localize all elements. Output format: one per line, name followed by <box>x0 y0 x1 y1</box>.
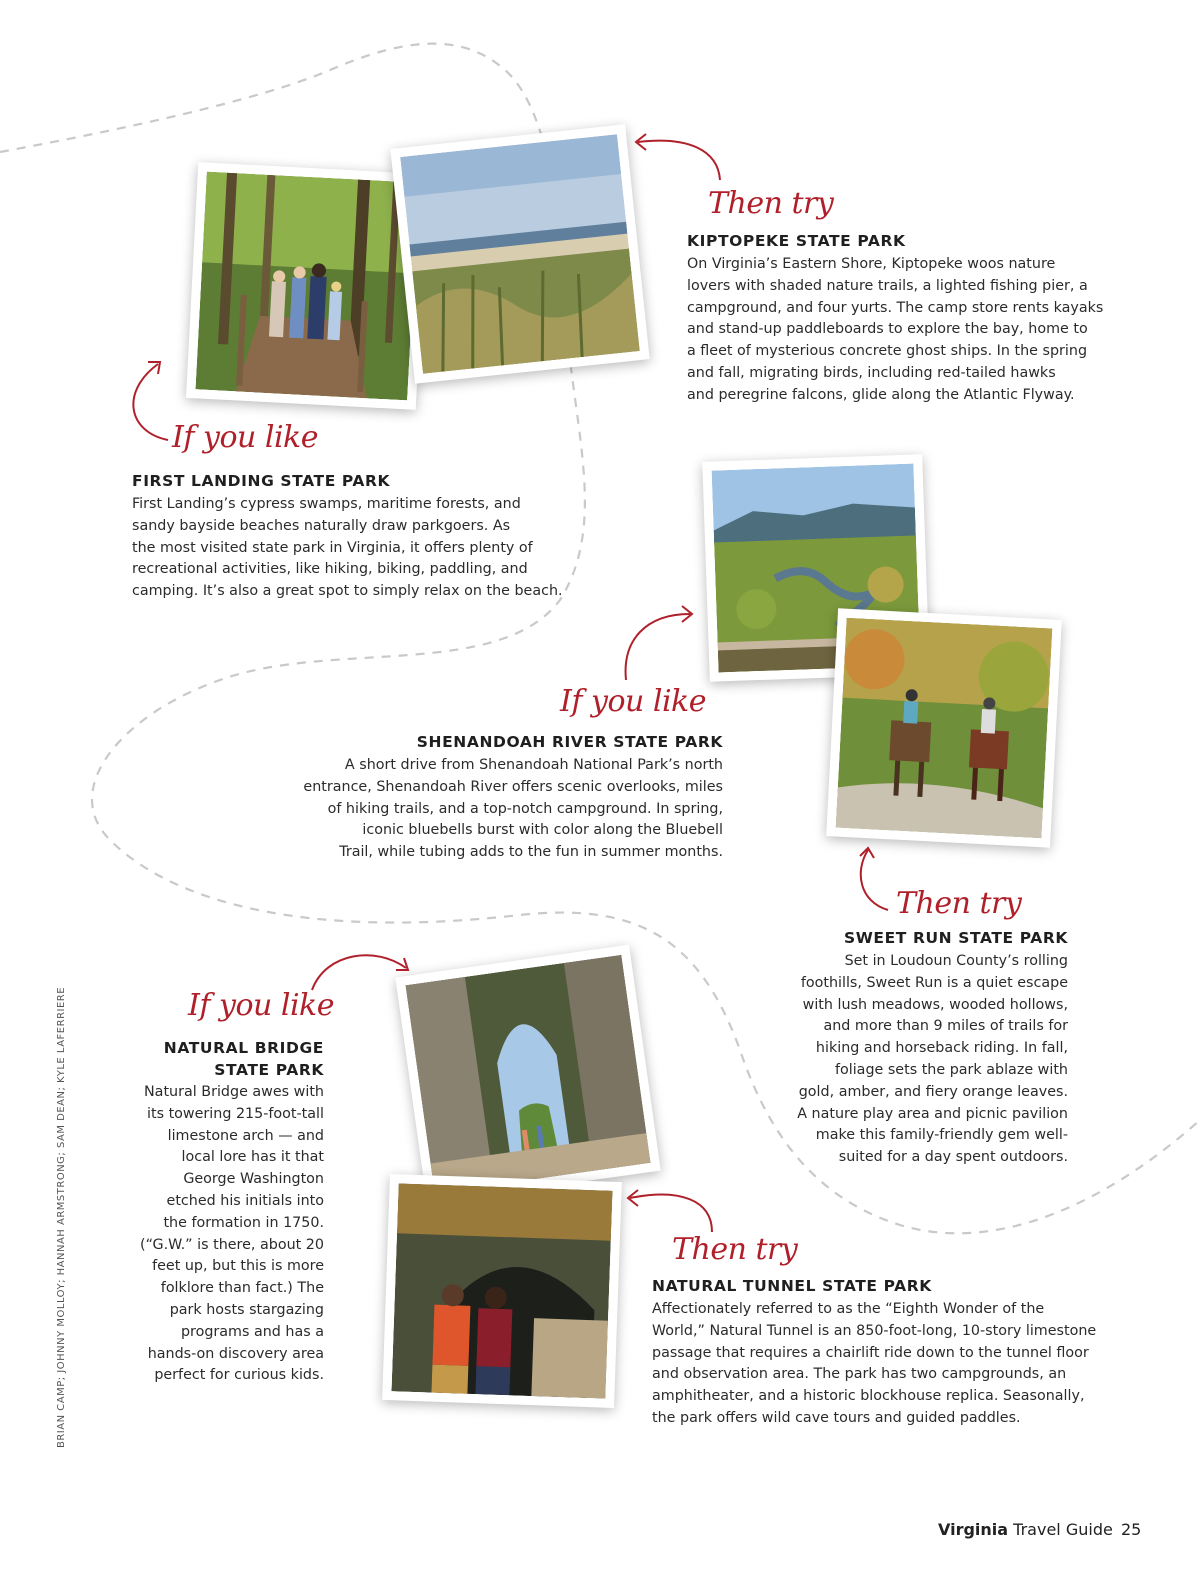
then-try-natural-tunnel: Then try <box>672 1232 798 1267</box>
kiptopeke-title: KIPTOPEKE STATE PARK <box>687 232 906 250</box>
arrow-to-shenandoah-photo <box>616 600 700 684</box>
if-you-like-shenandoah: If you like <box>560 684 706 719</box>
natural-tunnel-description: Affectionately referred to as the “Eighth Wonder of the World,” Natural Tunnel is an 850-foot-long, 10-story limestone passage that requires a chairlift ride down to the tunnel floor and observation area. The park has two campgrounds, an amphitheater, and a historic blockhouse replica. Seasonally, the park offers wild cave tours and guided paddles. <box>652 1301 1097 1426</box>
photo-natural-bridge-arch <box>395 945 660 1204</box>
arrow-to-first-landing-photo <box>118 352 178 444</box>
arrow-to-natural-tunnel-photo <box>620 1184 720 1236</box>
footer-publication-name: Travel Guide <box>1008 1520 1113 1539</box>
sweet-run-title: SWEET RUN STATE PARK <box>843 929 1068 947</box>
photo-first-landing-boardwalk <box>186 162 428 410</box>
photo-kiptopeke-beach <box>390 124 649 383</box>
kiptopeke-description: On Virginia’s Eastern Shore, Kiptopeke woos nature lovers with shaded nature trails, a lighted fishing pier, a campground, and four yurts. The camp store rents kayaks and stand-up paddleboards to explore the bay, home to a fleet of mysterious concrete ghost ships. In the spring and fall, migrating birds, including red-tailed hawks and peregrine falcons, glide along the Atlantic Flyway. <box>687 256 1104 403</box>
if-you-like-first-landing: If you like <box>172 420 318 455</box>
shenandoah-description: A short drive from Shenandoah National Park’s north entrance, Shenandoah River offers scenic overlooks, miles of hiking trails, and a top-notch campground. In spring, iconic bluebells burst with color along the Bluebell Trail, while tubing adds to the fun in summer months. <box>303 757 723 861</box>
photo-sweet-run-horseback <box>826 608 1062 847</box>
arrow-to-kiptopeke-photo <box>628 128 728 188</box>
shenandoah-title: SHENANDOAH RIVER STATE PARK <box>416 733 723 751</box>
if-you-like-natural-bridge: If you like <box>188 988 334 1023</box>
then-try-kiptopeke: Then try <box>708 186 834 221</box>
first-landing-title: FIRST LANDING STATE PARK <box>132 472 391 490</box>
photo-natural-tunnel-selfie <box>382 1174 622 1408</box>
then-try-sweet-run: Then try <box>896 886 1022 921</box>
natural-tunnel-title: NATURAL TUNNEL STATE PARK <box>652 1277 932 1295</box>
photo-credit: BRIAN CAMP; JOHNNY MOLLOY; HANNAH ARMSTRONG; SAM DEAN; KYLE LAFERRIERE <box>56 986 67 1448</box>
footer-brand: Virginia <box>938 1520 1009 1539</box>
page-number: 25 <box>1121 1520 1142 1539</box>
first-landing-description: First Landing’s cypress swamps, maritime forests, and sandy bayside beaches naturally draw parkgoers. As the most visited state park in Virginia, it offers plenty of recreational activities, like hiking, biking, paddling, and camping. It’s also a great spot to simply relax on the beach. <box>132 496 563 600</box>
natural-bridge-title: NATURAL BRIDGE STATE PARK <box>163 1039 324 1079</box>
arrow-to-sweet-run-photo <box>852 842 902 914</box>
footer-publication <box>938 1520 1113 1539</box>
natural-bridge-description: Natural Bridge awes with its towering 215-foot-tall limestone arch — and local lore has it that George Washington etched his initials into the formation in 1750. (“G.W.” is there, about 20 feet up, but this is more folklore than fact.) The park hosts stargazing programs and has a hands-on discovery area perfect for curious kids. <box>140 1084 324 1384</box>
sweet-run-description: Set in Loudoun County’s rolling foothills, Sweet Run is a quiet escape with lush meadows, wooded hollows, and more than 9 miles of trails for hiking and horseback riding. In fall, foliage sets the park ablaze with gold, amber, and fiery orange leaves. A nature play area and picnic pavilion make this family-friendly gem well- suited for a day spent outdoors. <box>797 953 1068 1166</box>
